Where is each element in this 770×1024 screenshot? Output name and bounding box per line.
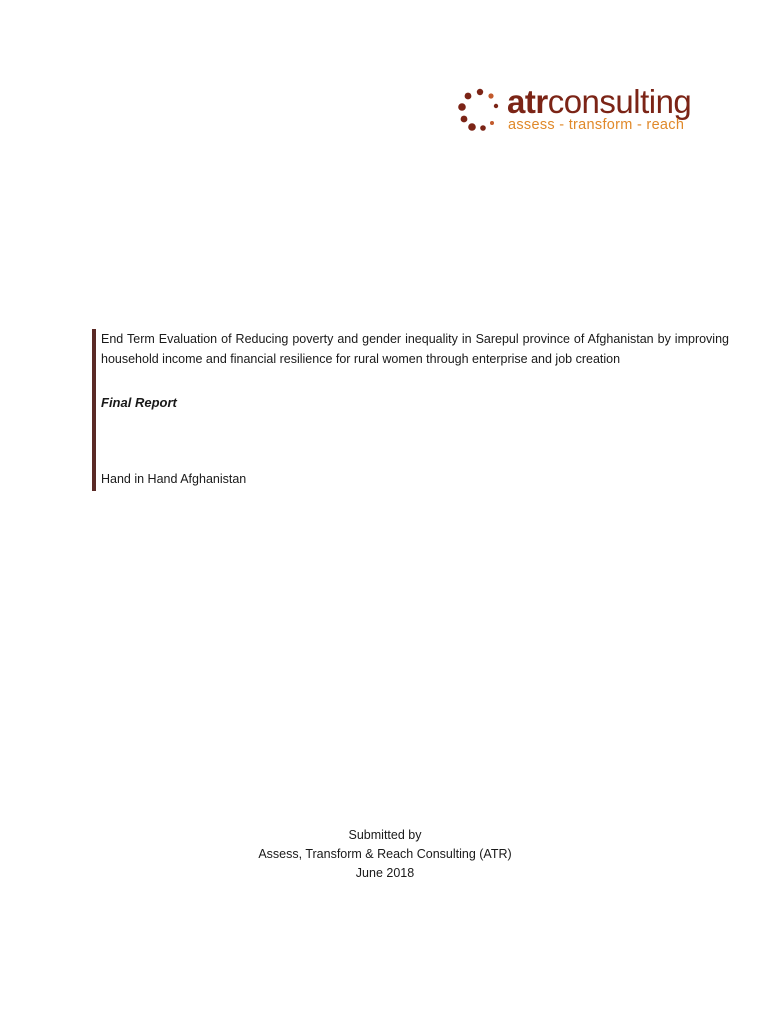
logo-word-consulting: consulting: [547, 83, 692, 120]
submitted-by-label: Submitted by: [348, 828, 422, 842]
document-subtitle: Final Report: [101, 395, 177, 410]
dot-circle-logo-icon: [455, 86, 505, 136]
atr-consulting-logo: [455, 83, 715, 138]
submitter-name: Assess, Transform & Reach Consulting (ATR): [258, 847, 512, 861]
logo-wordmark: [507, 84, 691, 120]
document-title: End Term Evaluation of Reducing poverty and gender inequality in Sarepul province of Afghanistan by improving household income and financial resilience for rural women through enterprise and job creation: [101, 332, 729, 366]
title-block: [92, 329, 732, 491]
logo-word-atr: atr: [507, 83, 548, 120]
accent-bar: [92, 329, 96, 491]
client-name: Hand in Hand Afghanistan: [101, 472, 247, 486]
submission-block: [0, 826, 770, 883]
submission-date: June 2018: [355, 866, 415, 880]
logo-tagline: assess - transform - reach: [508, 117, 685, 133]
